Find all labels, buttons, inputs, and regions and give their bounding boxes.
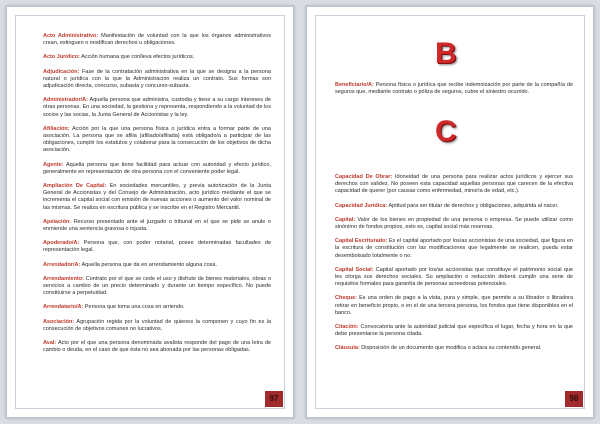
glossary-term: Capital: xyxy=(335,216,356,223)
glossary-entry xyxy=(43,162,271,176)
glossary-entry xyxy=(43,340,271,354)
glossary-definition: Persona física o jurídica que recibe indemnización por parte de la compañía de seguros que, mediante contrato o póliza de seguros, cubre el siniestro ocurrido. xyxy=(335,82,574,96)
glossary-definition: Aquella persona que da en arrendamiento alguna cosa. xyxy=(81,261,217,268)
glossary-definition: Recurso presentado ante el juzgado o tribunal en el que se pide se anule o enmiende una sentencia gravosa o injusta. xyxy=(43,218,271,233)
glossary-term: Capacidad Jurídica: xyxy=(335,202,388,209)
glossary-entry xyxy=(43,183,271,212)
glossary-term: Apoderado/A: xyxy=(43,240,80,247)
glossary-term: Asociación: xyxy=(43,318,75,325)
glossary-term: Capital Escriturado: xyxy=(335,238,388,245)
glossary-entry xyxy=(335,345,573,352)
glossary-entry xyxy=(43,69,271,91)
glossary-entry xyxy=(43,319,271,333)
glossary-entry xyxy=(43,276,271,298)
glossary-entry xyxy=(335,295,573,317)
glossary-term: Cláusula: xyxy=(335,345,360,352)
glossary-entry xyxy=(43,126,271,155)
glossary-entry xyxy=(43,97,271,119)
glossary-entry xyxy=(335,238,573,260)
glossary-term: Administrador/A: xyxy=(43,97,88,104)
glossary-definition: Capital aportado por los/as accionistas que constituye el patrimonio social que les otorga sus derechos sociales. Su ampliación o reducción deberá cumplir una serie de requisitos formales para garantía de personas acreedoras potenciales. xyxy=(335,266,573,288)
glossary-entry xyxy=(43,240,271,254)
glossary-definition: Aquella persona que tiene facilidad para actuar con autoridad y efecto jurídico, generalmente en representación de otra persona con el conveniente poder legal. xyxy=(43,161,271,175)
glossary-term: Arrendador/A: xyxy=(43,261,81,268)
glossary-definition: Acción humana que conlleva efectos jurídicos. xyxy=(81,54,195,61)
glossary-definition: En sociedades mercantiles, y previa autorización de la Junta General de Accionistas y del Consejo de Administración, acto jurídico mediante el que se incrementa el capital social con emisión de nuevas acciones o aumento del valor nominal de las mismas. Se realiza en escritura pública y se inscribe en el Registro Mercantil. xyxy=(43,183,271,211)
glossary-term: Arrendamiento: xyxy=(43,275,84,282)
glossary-entry xyxy=(43,219,271,233)
glossary-term: Afiliación: xyxy=(43,125,70,132)
glossary-term: Citación: xyxy=(335,324,359,331)
glossary-entry xyxy=(43,304,271,311)
glossary-entry xyxy=(335,267,573,289)
glossary-entry xyxy=(335,174,573,196)
glossary-definition: Idoneidad de una persona para realizar actos jurídicos y ejercer sus derechos con validez. No poseen esta capacidad aquellas personas que carecen de la efectiva capacidad de querer (por causas como enfermedad, minoría de edad, etc.). xyxy=(335,174,574,195)
glossary-definition: Convocatoria ante la autoridad judicial que especifica el lugar, fecha y hora en la que debe presentarse la persona citada. xyxy=(335,324,573,338)
glossary-definition: Aquella persona que administra, custodia y tiene a su cargo intereses de otras personas. En una sociedad, la gestiona y representa, respondiendo a la voluntad de los socios y las socias, la Junta General de Accionistas y la ley. xyxy=(43,97,271,118)
glossary-term: Capacidad De Obrar: xyxy=(335,174,393,180)
glossary-term: Cheque: xyxy=(335,295,357,302)
glossary-entry xyxy=(335,203,573,210)
section-letter-c: C xyxy=(435,115,457,148)
page-number: 98 xyxy=(565,391,583,407)
glossary-definition: Persona que toma una cosa en arriendo. xyxy=(84,304,185,311)
glossary-term: Acto Jurídico: xyxy=(43,54,80,61)
glossary-definition: Valor de los bienes en propiedad de una persona o empresa. Se puede utilizar como sinónimo de fondos propios, esto es, capital social más reservas. xyxy=(335,216,573,231)
glossary-definition: Disposición de un documento que modifica o aclara su contenido general. xyxy=(361,345,542,352)
glossary-definition: Persona que, con poder notarial, posee determinadas facultades de representación legal. xyxy=(43,240,272,254)
glossary-definition: Aptitud para ser titular de derechos y obligaciones, adquirida al nacer. xyxy=(388,202,559,209)
glossary-definition: Fase de la contratación administrativa en la que se designa a la persona natural o jurídica con la que la Administración realiza un contrato. Sus formas son adjudicación directa, concurso, subasta y concurso-subasta. xyxy=(43,68,271,90)
glossary-term: Agente: xyxy=(43,161,64,168)
glossary-term: Arrendatario/A: xyxy=(43,304,84,311)
glossary-definition: Contrato por el que se cede el uso y disfrute de bienes materiales, obras o servicios a cambio de un precio determinado y durante un tiempo específico. No puede constituirse a perpetuidad. xyxy=(43,275,272,297)
glossary-list-b xyxy=(335,82,573,103)
glossary-entry xyxy=(43,54,271,61)
glossary-definition: Agrupación regida por la voluntad de quienes la componen y cuyo fin es la consecución de objetivos comunes no lucrativos. xyxy=(43,318,271,332)
page-number: 97 xyxy=(265,391,283,407)
glossary-definition: Es el capital aportado por los/as accionistas de una sociedad, que figura en la escritura de constitución con las modificaciones que legalmente se realicen, pueda estar desembolsado totalmente o no. xyxy=(335,238,574,259)
glossary-term: Aval: xyxy=(43,340,57,347)
glossary-entry xyxy=(335,82,573,96)
glossary-entry xyxy=(43,33,271,47)
glossary-term: Apelación: xyxy=(43,218,72,225)
right-page xyxy=(306,6,594,418)
left-page xyxy=(6,6,294,418)
glossary-entry xyxy=(43,262,271,269)
glossary-definition: Es una orden de pago a la vista, pura y simple, que permite a su librador o libradora retirar en beneficio propio, o en el de una tercera persona, los fondos que tiene disponibles en el banco. xyxy=(335,295,573,316)
glossary-list-left xyxy=(43,33,271,362)
glossary-term: Adjudicación: xyxy=(43,68,80,75)
glossary-term: Ampliación De Capital: xyxy=(43,183,107,190)
glossary-term: Acto Administrativo: xyxy=(43,33,99,39)
section-letter-b: B xyxy=(435,37,457,70)
glossary-term: Capital Social: xyxy=(335,266,374,273)
glossary-term: Beneficiario/A: xyxy=(335,82,374,88)
glossary-list-c xyxy=(335,174,573,360)
glossary-definition: Acto por el que una persona denominada avalista responde del pago de una letra de cambio o deuda, en el caso de que ésta no sea abonada por las personas obligadas. xyxy=(43,340,271,354)
glossary-definition: Acción por la que una persona física o jurídica entra a formar parte de una asociación. La persona que se afilia (afiliado/afiliada) está obligado/a a participar de las obligaciones, cumplir los estatutos y colaborar para la consecución de los objetivos de dicha asociación. xyxy=(43,125,271,154)
glossary-definition: Manifestación de voluntad con la que los órganos administrativos crean, extinguen o modifican derechos u obligaciones. xyxy=(43,33,271,47)
glossary-entry xyxy=(335,324,573,338)
glossary-entry xyxy=(335,217,573,231)
